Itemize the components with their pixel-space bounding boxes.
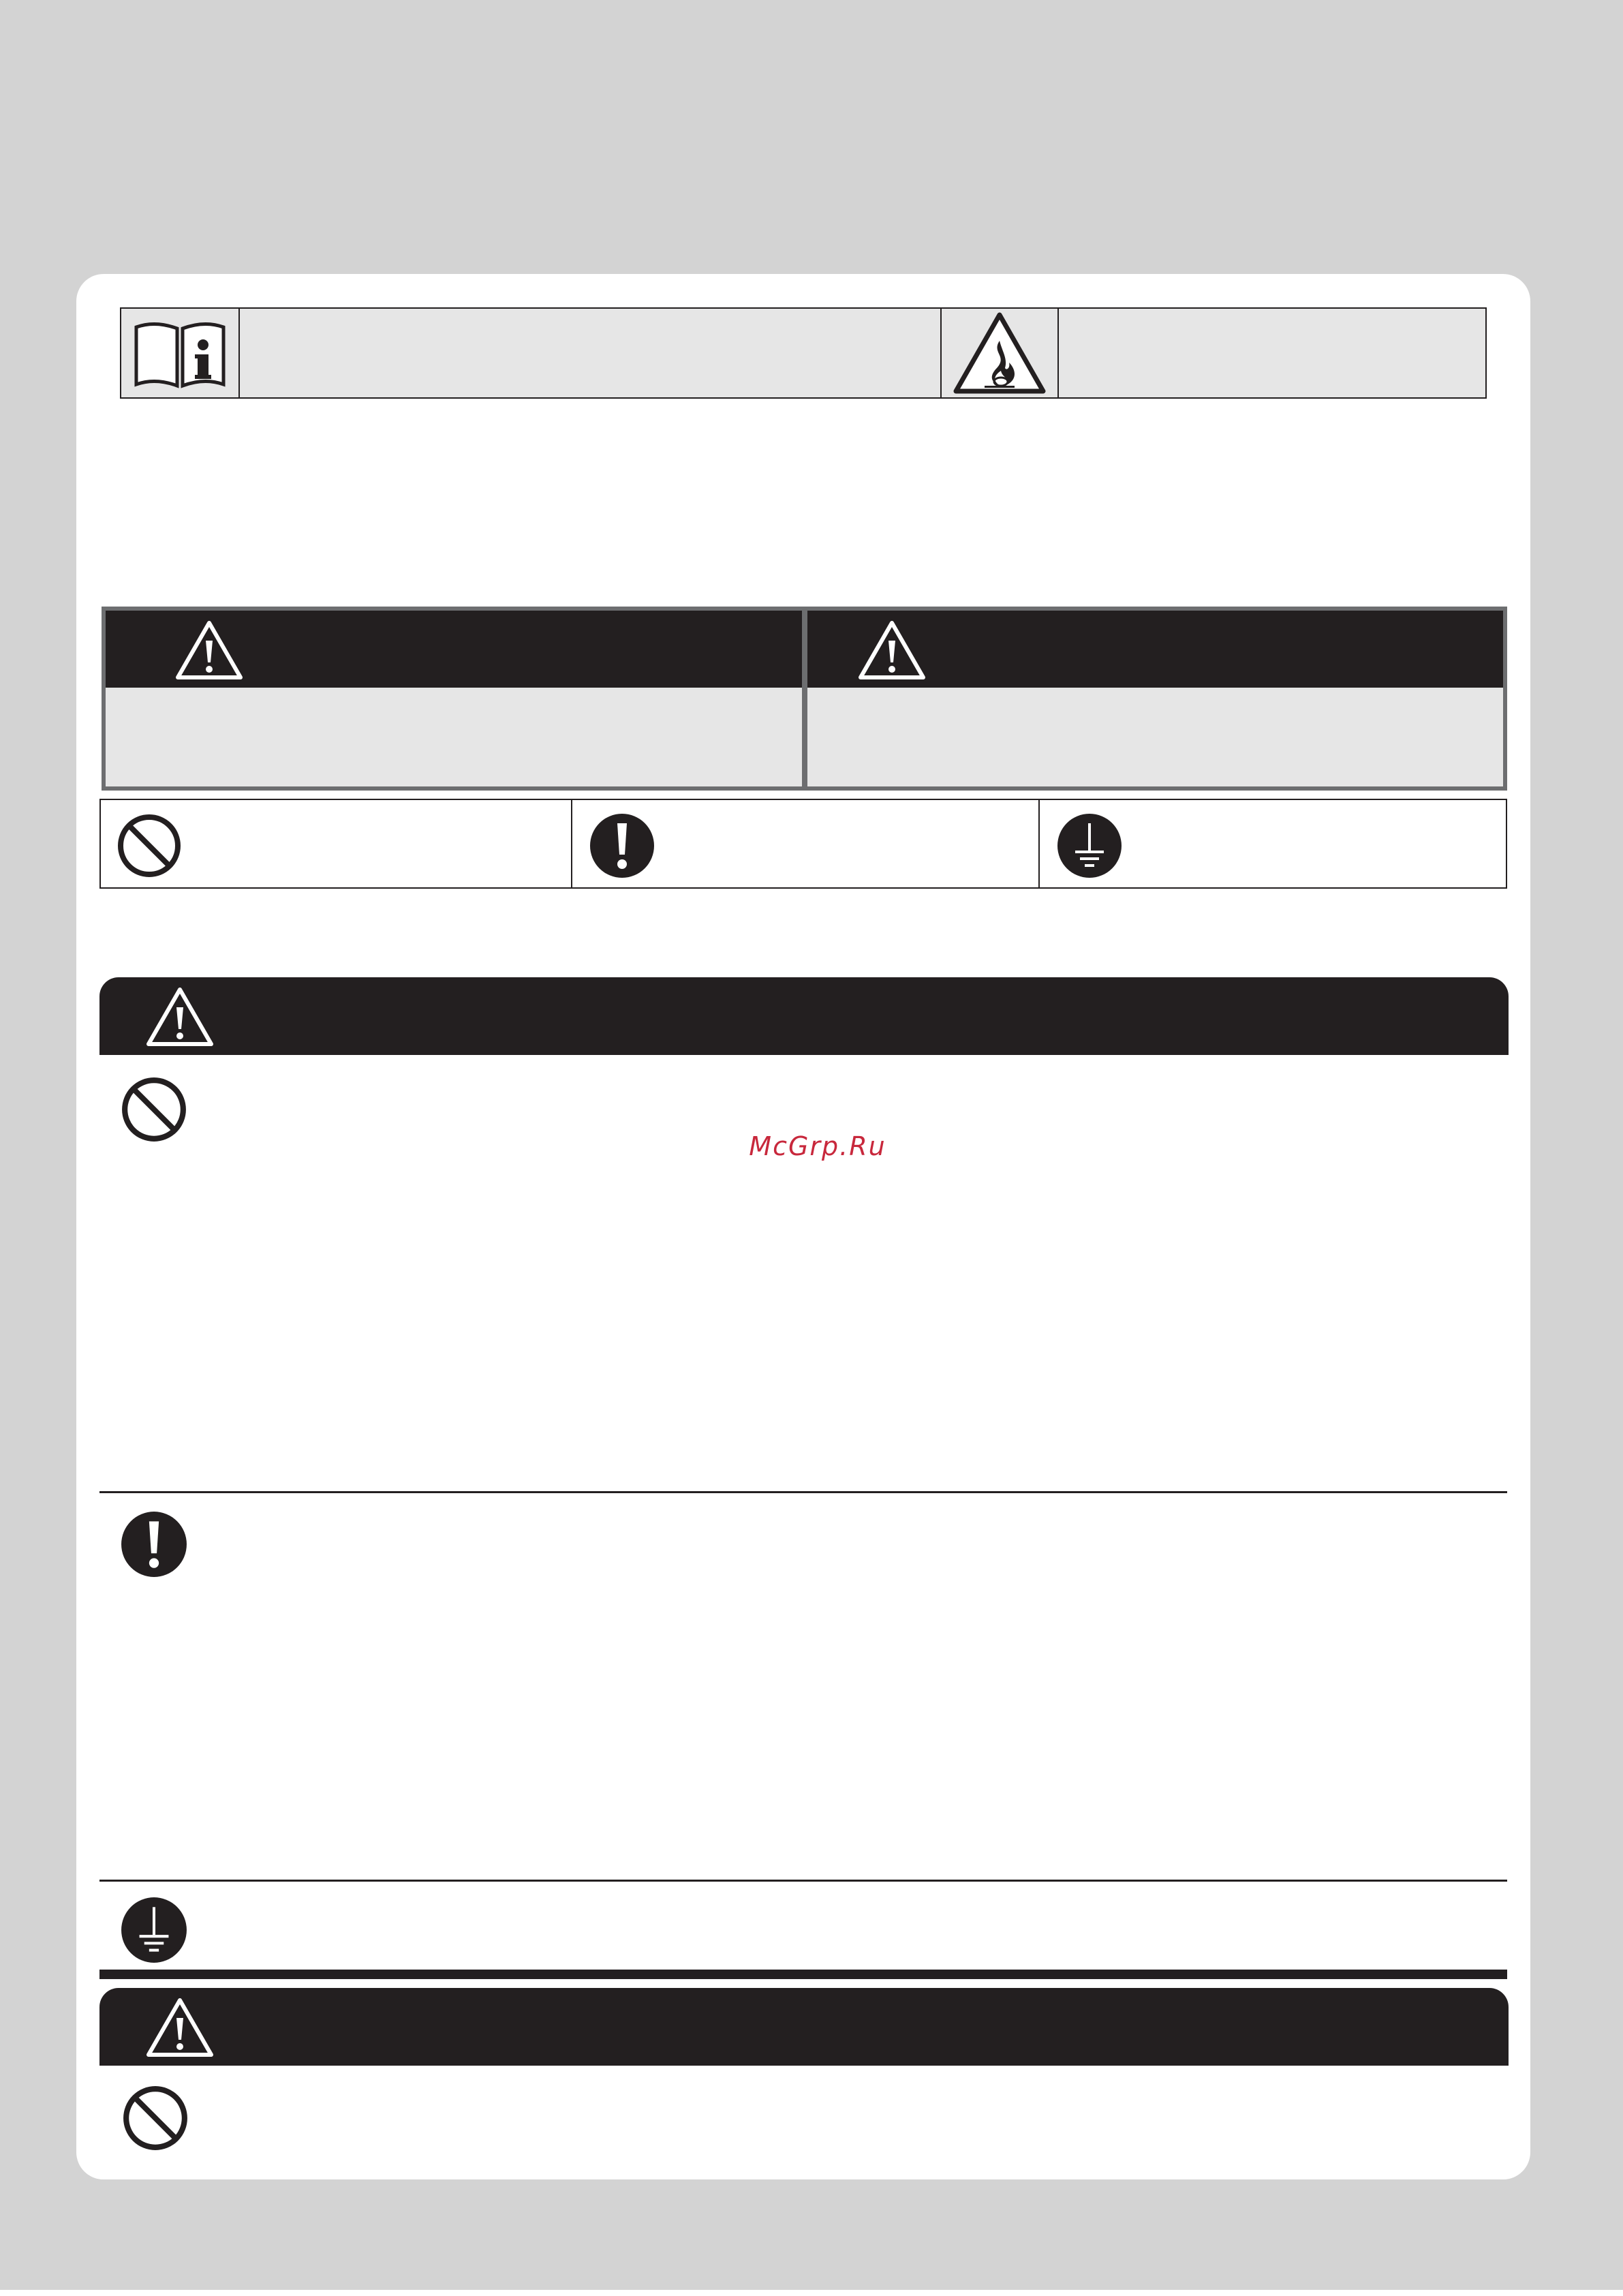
warning-triangle-icon (144, 1996, 215, 2059)
mandatory-action-icon (120, 1510, 188, 1578)
caution-definition-box (803, 607, 1507, 791)
warning-triangle-icon (174, 619, 245, 682)
prohibition-icon (116, 812, 183, 879)
warning-triangle-icon (856, 619, 927, 682)
read-manual-info-icon (121, 309, 238, 397)
section-divider (99, 1880, 1507, 1882)
info-bar (120, 307, 1487, 399)
warning-section-header (99, 977, 1509, 1055)
caution-section-header (99, 1988, 1509, 2066)
prohibition-icon (121, 2084, 189, 2152)
watermark-text: McGrp.Ru (749, 1131, 886, 1161)
warning-triangle-icon (144, 985, 215, 1048)
mandatory-action-icon (589, 812, 655, 879)
flammable-warning-icon (942, 309, 1057, 397)
symbol-legend (99, 799, 1507, 889)
ground-earth-icon (1056, 812, 1123, 879)
page-card (76, 274, 1530, 2179)
warning-definition-box (102, 607, 806, 791)
prohibition-icon (120, 1075, 188, 1144)
bottom-strip (0, 2290, 1623, 2296)
section-divider (99, 1491, 1507, 1493)
ground-earth-icon (120, 1896, 188, 1964)
section-thick-divider (99, 1970, 1507, 1979)
